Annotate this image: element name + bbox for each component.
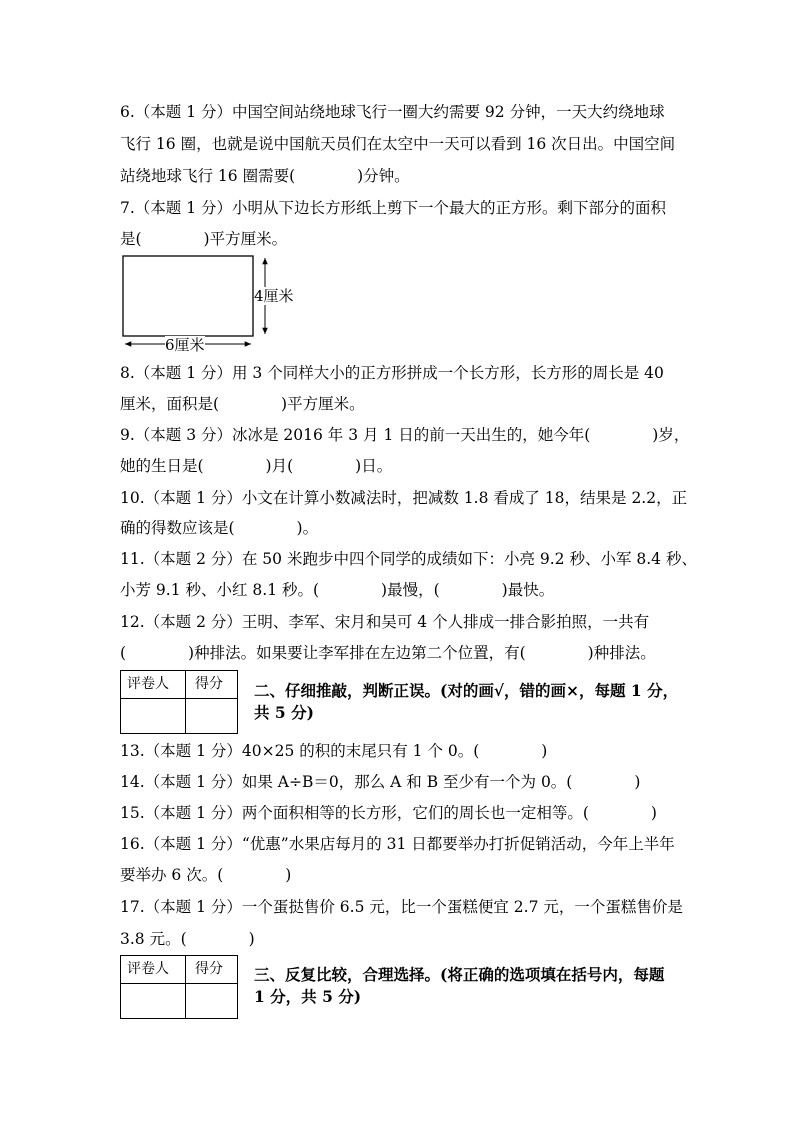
question-10-line-2: 确的得数应该是( )。 (120, 519, 319, 537)
question-9-line-1: 9.（本题 3 分）冰冰是 2016 年 3 月 1 日的前一天出生的，她今年( )岁， (120, 426, 690, 444)
question-6-line-1: 6.（本题 1 分）中国空间站绕地球飞行一圈大约需要 92 分钟，一天大约绕地球 (120, 103, 665, 121)
score-table-section-3 (120, 955, 238, 1019)
question-11-line-1: 11.（本题 2 分）在 50 米跑步中四个同学的成绩如下：小亮 9.2 秒、小军 8.4 秒、 (120, 550, 697, 568)
question-13: 13.（本题 1 分）40×25 的积的末尾只有 1 个 0。( ) (120, 742, 548, 760)
question-10-line-1: 10.（本题 1 分）小文在计算小数减法时，把减数 1.8 看成了 18，结果是 2.2，正 (120, 489, 688, 507)
section-2-heading-line-2: 共 5 分) (254, 703, 314, 722)
question-16-line-2: 要举办 6 次。( ) (120, 866, 292, 884)
question-6-line-2: 飞行 16 圈，也就是说中国航天员们在太空中一天可以看到 16 次日出。中国空间 (120, 135, 676, 153)
question-17-line-2: 3.8 元。( ) (120, 930, 255, 948)
score-header: 得分 (195, 676, 223, 692)
reviewer-header: 评卷人 (127, 961, 169, 977)
question-7-line-1: 7.（本题 1 分）小明从下边长方形纸上剪下一个最大的正方形。剩下部分的面积 (120, 199, 667, 217)
question-7-line-2: 是( )平方厘米。 (120, 230, 288, 248)
question-11-line-2: 小芳 9.1 秒、小红 8.1 秒。( )最慢，( )最快。 (120, 581, 555, 599)
section-2-heading-line-1: 二、仔细推敲，判断正误。(对的画√，错的画×，每题 1 分， (254, 681, 679, 700)
question-12-line-1: 12.（本题 2 分）王明、李军、宋月和吴可 4 个人排成一排合影拍照，一共有 (120, 613, 650, 631)
question-9-line-2: 她的生日是( )月( )日。 (120, 457, 393, 475)
question-14: 14.（本题 1 分）如果 A÷B＝0，那么 A 和 B 至少有一个为 0。( ) (120, 773, 641, 791)
question-16-line-1: 16.（本题 1 分）“优惠”水果店每月的 31 日都要举办打折促销活动，今年上半年 (120, 835, 675, 853)
score-table-section-2 (120, 670, 238, 734)
score-header: 得分 (195, 961, 223, 977)
rectangle-diagram (118, 252, 318, 356)
section-3-heading-line-1: 三、反复比较，合理选择。(将正确的选项填在括号内，每题 (254, 965, 665, 984)
question-15: 15.（本题 1 分）两个面积相等的长方形，它们的周长也一定相等。( ) (120, 804, 657, 822)
question-8-line-1: 8.（本题 1 分）用 3 个同样大小的正方形拼成一个长方形，长方形的周长是 40 (120, 364, 664, 382)
question-6-line-3: 站绕地球飞行 16 圈需要( )分钟。 (120, 167, 410, 185)
reviewer-header: 评卷人 (127, 676, 169, 692)
width-label: 6厘米 (165, 336, 205, 354)
height-label: 4厘米 (254, 287, 294, 305)
question-12-line-2: ( )种排法。如果要让李军排在左边第二个位置，有( )种排法。 (120, 644, 656, 662)
section-3-heading-line-2: 1 分，共 5 分) (254, 987, 362, 1006)
question-8-line-2: 厘米，面积是( )平方厘米。 (120, 395, 365, 413)
rectangle-shape (123, 256, 253, 336)
question-17-line-1: 17.（本题 1 分）一个蛋挞售价 6.5 元，比一个蛋糕便宜 2.7 元，一个蛋糕售价是 (120, 898, 683, 916)
